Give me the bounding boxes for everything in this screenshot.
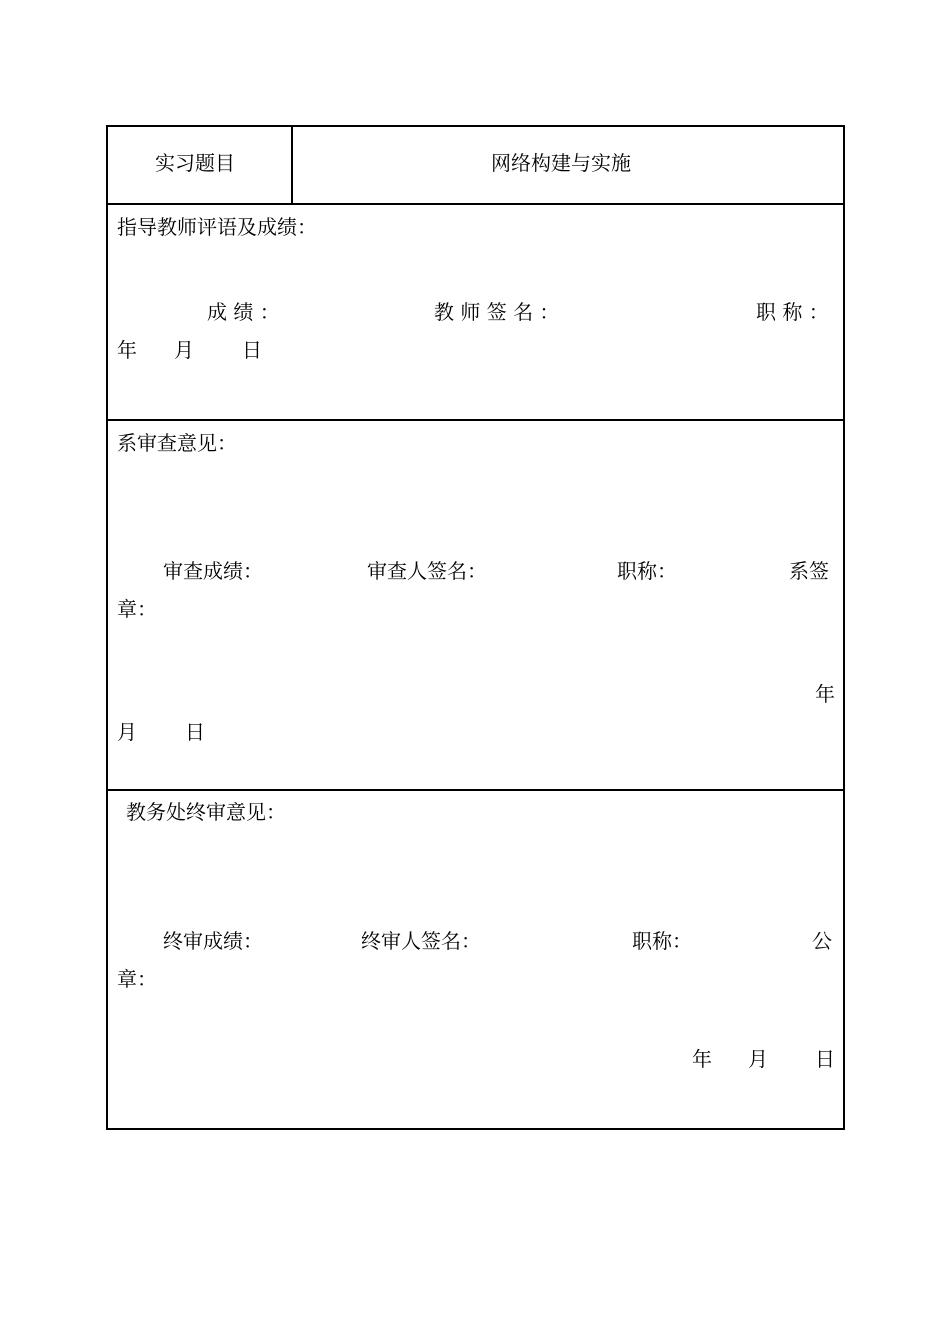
advisor-title: 指导教师评语及成绩：: [117, 215, 317, 239]
department-stamp-label-b: 章：: [117, 597, 157, 621]
academic-affairs-day: 日: [815, 1047, 835, 1071]
header-value: 网络构建与实施: [491, 151, 631, 175]
advisor-year: 年: [117, 338, 137, 362]
academic-affairs-month: 月: [748, 1047, 768, 1071]
academic-affairs-stamp-label-a: 公: [812, 929, 832, 953]
academic-affairs-position-label: 职称：: [632, 929, 692, 953]
department-year: 年: [815, 682, 835, 706]
header-label: 实习题目: [155, 151, 235, 175]
advisor-grade-label: 成 绩 ：: [207, 300, 280, 324]
department-day: 日: [185, 720, 205, 744]
academic-affairs-year: 年: [692, 1047, 712, 1071]
department-signature-label: 审查人签名：: [367, 559, 487, 583]
advisor-month: 月: [174, 338, 194, 362]
department-title: 系审查意见：: [117, 431, 237, 455]
department-month: 月: [117, 720, 137, 744]
department-stamp-label-a: 系签: [789, 559, 829, 583]
row-divider-3: [108, 789, 843, 791]
academic-affairs-stamp-label-b: 章：: [117, 967, 157, 991]
department-grade-label: 审查成绩：: [163, 559, 263, 583]
department-position-label: 职称：: [617, 559, 677, 583]
advisor-signature-label: 教 师 签 名 ：: [434, 300, 560, 324]
advisor-day: 日: [242, 338, 262, 362]
academic-affairs-title: 教务处终审意见：: [126, 800, 286, 824]
academic-affairs-signature-label: 终审人签名：: [361, 929, 481, 953]
academic-affairs-grade-label: 终审成绩：: [163, 929, 263, 953]
header-divider: [291, 127, 293, 204]
advisor-position-label: 职 称 ：: [756, 300, 829, 324]
evaluation-form: [106, 125, 845, 1130]
row-divider-1: [108, 203, 843, 205]
row-divider-2: [108, 419, 843, 421]
